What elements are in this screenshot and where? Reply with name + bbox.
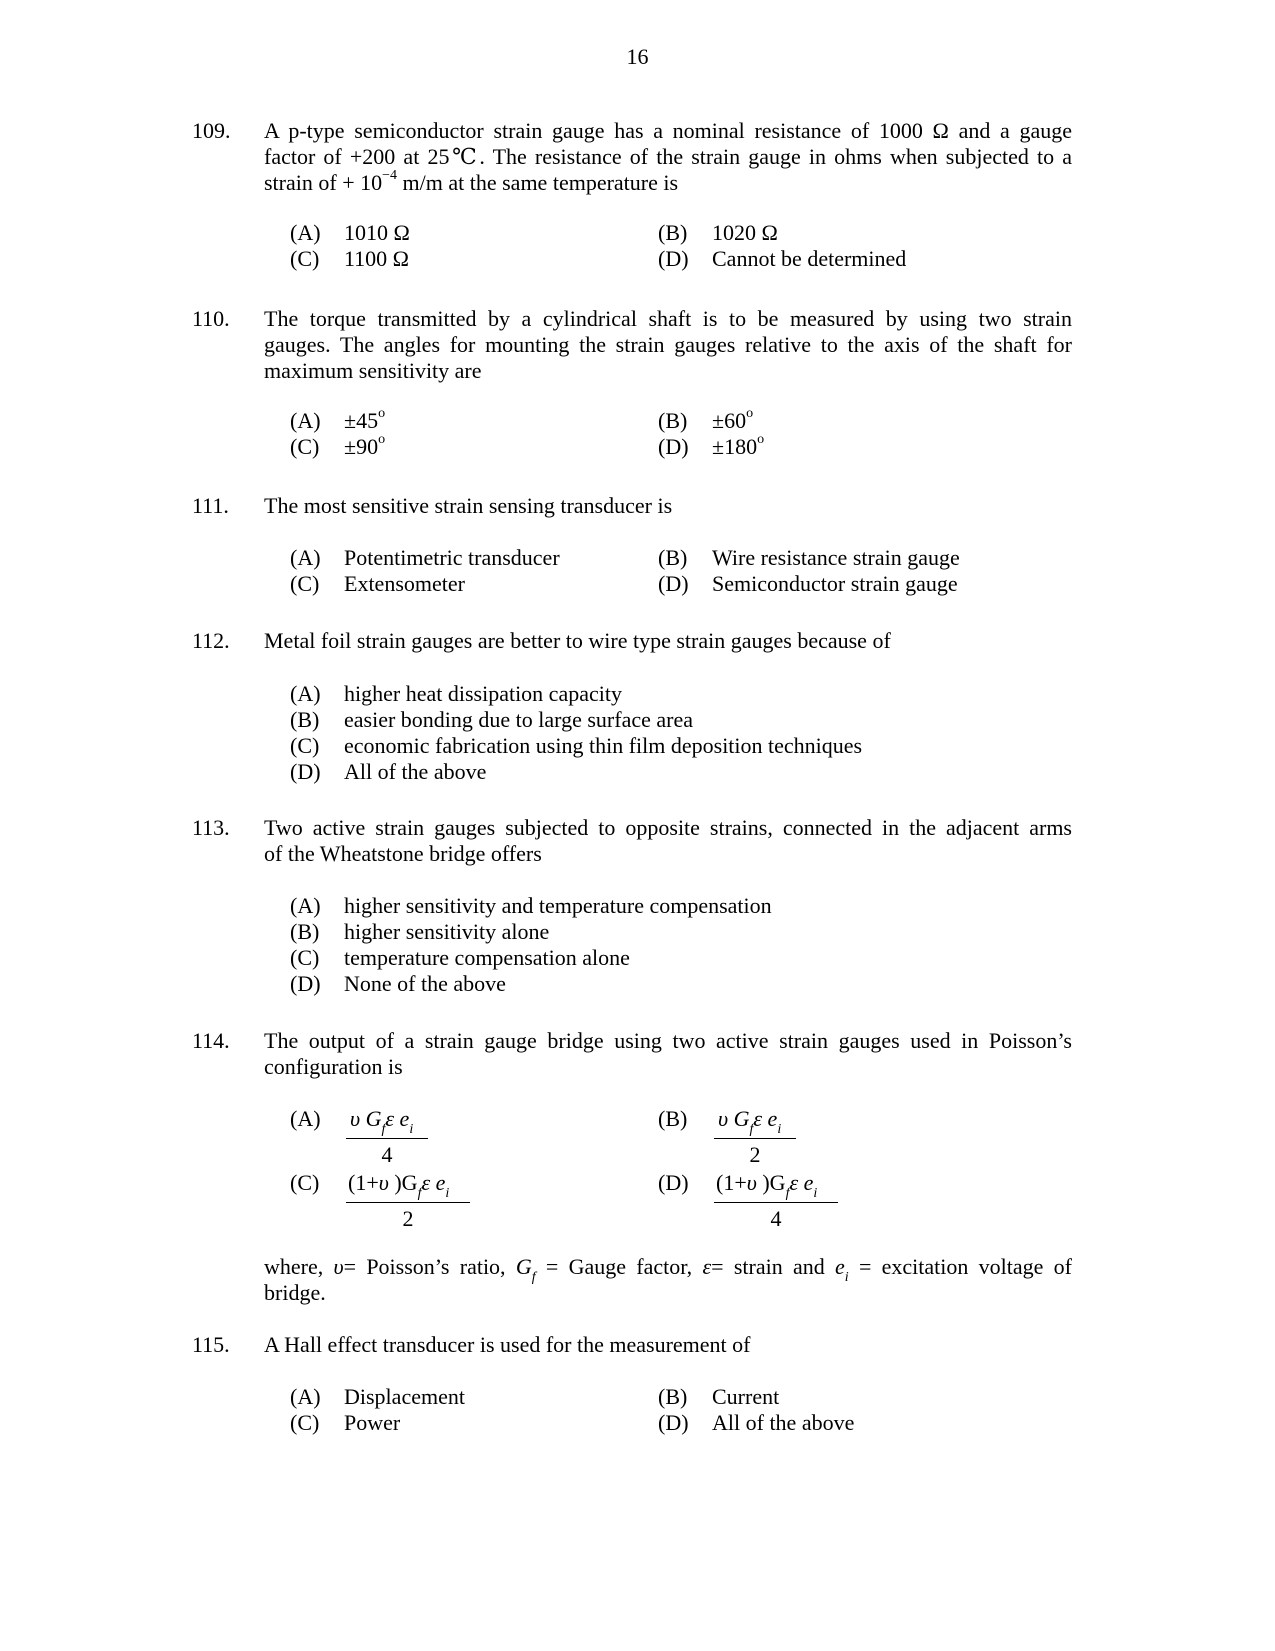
option-text: higher heat dissipation capacity: [344, 681, 622, 706]
option-label: (B): [658, 1384, 688, 1409]
variable-definitions: [264, 1254, 1072, 1306]
denominator: 4: [381, 1142, 393, 1167]
stem-line: A Hall effect transducer is used for the measurement of: [264, 1332, 751, 1357]
stem-line: The most sensitive strain sensing transducer is: [264, 493, 673, 518]
option-text: 1100 Ω: [344, 246, 410, 271]
option-label: (B): [290, 919, 320, 944]
option-a[interactable]: [290, 1106, 490, 1176]
numerator: υ $G_f\varepsilon$ $e_i$: [350, 1106, 414, 1138]
option-label: (C): [290, 1410, 320, 1435]
option-text: None of the above: [344, 971, 506, 996]
denominator: 2: [749, 1142, 761, 1167]
question-number: 110.: [192, 306, 230, 331]
stem-line: Metal foil strain gauges are better to wire type strain gauges because of: [264, 628, 891, 653]
option-label: (C): [290, 434, 320, 459]
option-text: Potentimetric transducer: [344, 545, 560, 570]
option-label: (D): [290, 759, 321, 784]
question-stem: [264, 815, 1072, 867]
degree-symbol: o: [378, 405, 386, 421]
question-stem: [264, 306, 1072, 384]
question-number: 114.: [192, 1028, 230, 1053]
stem-line: maximum sensitivity are: [264, 358, 482, 383]
numerator: (1+υ )$G_f\varepsilon$ $e_i$: [716, 1170, 818, 1202]
question-number: 115.: [192, 1332, 230, 1357]
stem-line: of the Wheatstone bridge offers: [264, 841, 542, 866]
option-label: (A): [290, 545, 321, 570]
option-label: (A): [290, 220, 321, 245]
option-text: $\pm 60^o$: [712, 405, 754, 433]
question-stem: [264, 1332, 1072, 1358]
option-label: (C): [290, 945, 320, 970]
question-number: 113.: [192, 815, 230, 840]
option-text: Cannot be determined: [712, 246, 907, 271]
option-text: All of the above: [712, 1410, 855, 1435]
option-label: (B): [658, 220, 688, 245]
degree-symbol: o: [746, 405, 754, 421]
option-label: (A): [290, 408, 321, 433]
stem-line: gauges. The angles for mounting the strain gauges relative to the axis of the shaft for: [264, 332, 1072, 357]
stem-line: Two active strain gauges subjected to opposite strains, connected in the adjacent arms: [264, 815, 1072, 840]
option-d[interactable]: [658, 1170, 878, 1240]
option-b[interactable]: [658, 1106, 858, 1176]
option-label: (A): [290, 1384, 321, 1409]
page-number: 16: [626, 44, 649, 69]
option-label: (D): [658, 1170, 689, 1195]
option-text: 1010 Ω: [344, 220, 410, 245]
degree-symbol: o: [757, 431, 765, 447]
option-label: (A): [290, 681, 321, 706]
option-text: Power: [344, 1410, 401, 1435]
definition-line: bridge.: [264, 1280, 326, 1305]
option-c[interactable]: [290, 1170, 510, 1240]
option-text: $\pm 45^o$: [344, 405, 386, 433]
option-text: 1020 Ω: [712, 220, 778, 245]
option-text: economic fabrication using thin film deposition techniques: [344, 733, 863, 758]
option-text: Semiconductor strain gauge: [712, 571, 958, 596]
option-text: Current: [712, 1384, 780, 1409]
option-label: (C): [290, 571, 320, 596]
option-label: (B): [658, 545, 688, 570]
stem-text: strain of + 10: [264, 170, 383, 195]
option-label: (B): [658, 1106, 688, 1131]
option-text: Displacement: [344, 1384, 465, 1409]
question-number: 109.: [192, 118, 231, 143]
stem-line: factor of +200 at 25℃. The resistance of the strain gauge in ohms when subjected to a: [264, 144, 1072, 169]
stem-line: The output of a strain gauge bridge using two active strain gauges used in Poisson’s: [264, 1028, 1072, 1053]
question-stem: [264, 493, 1072, 519]
fraction-bar: [714, 1138, 796, 1139]
definition-line: where, υ= Poisson’s ratio, $G_f$ = Gauge factor, ε= strain and $e_i$ = excitation voltage of: [264, 1254, 1072, 1286]
option-label: (C): [290, 733, 320, 758]
option-text: Wire resistance strain gauge: [712, 545, 960, 570]
option-text: Extensometer: [344, 571, 465, 596]
question-stem: [264, 628, 1072, 654]
option-label: (D): [290, 971, 321, 996]
fraction-bar: [346, 1138, 428, 1139]
option-text: All of the above: [344, 759, 487, 784]
question-number: 111.: [192, 493, 229, 518]
stem-text: m/m at the same temperature is: [397, 170, 679, 195]
option-text: temperature compensation alone: [344, 945, 630, 970]
option-label: (D): [658, 246, 689, 271]
degree-symbol: o: [378, 431, 386, 447]
fraction-bar: [346, 1202, 470, 1203]
stem-line: configuration is: [264, 1054, 403, 1079]
question-stem: [264, 118, 1072, 196]
option-label: (C): [290, 246, 320, 271]
option-label: (A): [290, 893, 321, 918]
denominator: 4: [770, 1206, 782, 1231]
stem-line: [264, 167, 1072, 196]
option-label: (B): [290, 707, 320, 732]
question-number: 112.: [192, 628, 230, 653]
option-text: higher sensitivity alone: [344, 919, 550, 944]
option-text: higher sensitivity and temperature compensation: [344, 893, 772, 918]
numerator: υ $G_f\varepsilon$ $e_i$: [718, 1106, 782, 1138]
stem-line: The torque transmitted by a cylindrical shaft is to be measured by using two strain: [264, 306, 1072, 331]
option-label: (D): [658, 571, 689, 596]
denominator: 2: [402, 1206, 414, 1231]
option-text: easier bonding due to large surface area: [344, 707, 693, 732]
fraction-bar: [714, 1202, 838, 1203]
option-label: (D): [658, 434, 689, 459]
option-label: (C): [290, 1170, 320, 1195]
question-stem: [264, 1028, 1072, 1080]
option-label: (D): [658, 1410, 689, 1435]
option-label: (B): [658, 408, 688, 433]
stem-line: A p-type semiconductor strain gauge has a nominal resistance of 1000 Ω and a gauge: [264, 118, 1072, 143]
option-label: (A): [290, 1106, 321, 1131]
numerator: (1+υ )$G_f\varepsilon$ $e_i$: [348, 1170, 450, 1202]
option-text: $\pm 180^o$: [712, 431, 765, 459]
option-text: $\pm 90^o$: [344, 431, 386, 459]
exponent: −4: [382, 167, 398, 183]
